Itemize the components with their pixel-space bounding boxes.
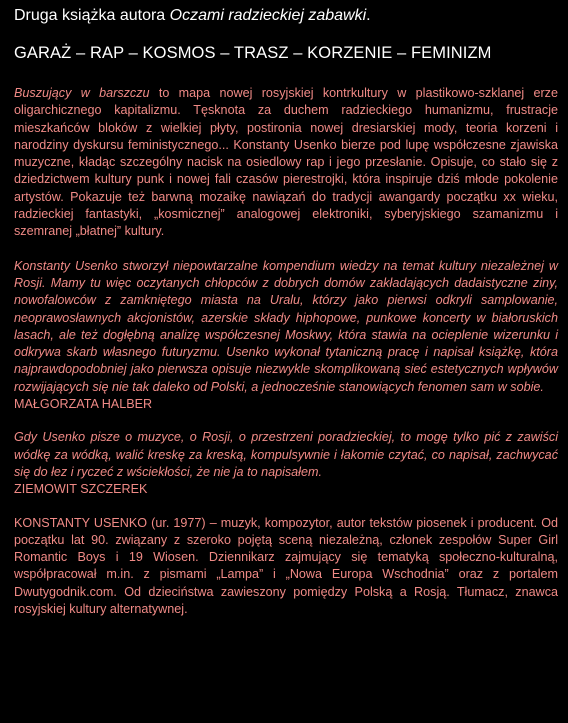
headline bbox=[14, 6, 558, 25]
headline-suffix: . bbox=[366, 7, 371, 24]
blurb-halber-text: Konstanty Usenko stworzył niepowtarzalne kompendium wiedzy na temat kultury niezależnej w Rosji. Mamy tu więc oczytanych chłopców z dobrych domów zakładających dadaistyczne ziny, nowofalowców z zamkniętego miasta na Uralu, którzy jako pierwsi odkryli samplowanie, neoprawosławnych akcjonistów, azerskie składy hiphopowe, punkowe koncerty w białoruskich lasach, ale też dogłębną analizę współczesnej Moskwy, która stawia na ocieplenie wizerunku i odkrywa skarb własnego futuryzmu. Usenko wykonał tytaniczną pracę i napisał książkę, która najprawdopodobniej jako pierwsza opisuje niezwykle skomplikowaną sieć estetycznych wpływów rozwijających się nie tak daleko od Polski, a jednocześnie stanowiących fenomen sam w sobie. bbox=[14, 258, 558, 394]
book-title: Buszujący w barszczu bbox=[14, 86, 150, 100]
topics-line: GARAŻ – RAP – KOSMOS – TRASZ – KORZENIE – FEMINIZM bbox=[14, 44, 492, 62]
blurb-halber-author: MAŁGORZATA HALBER bbox=[14, 397, 153, 412]
description-text: to mapa nowej rosyjskiej kontrkultury w plastikowo-szklanej erze oligarchicznego kapitalizmu. Tęsknota za duchem radzieckiego humanizmu, frustracje mieszkańców bloków z wielkiej płyty, postironia nowej dresiarskiej mody, teoria korzeni i narodziny dyskursu feministycznego... Konstanty Usenko bierze pod lupę współczesne zjawiska muzyczne, kładąc szczególny nacisk na osiedlowy rap i jego przesłanie. Opisuje, co stało się z dziedzictwem kultury punk i nowej fali czasów pierestrojki, która inspiruje dziś młode pokolenie artystów. Pokazuje też barwną mozaikę nawiązań do tradycji awangardy początku xx wieku, radzieckiej fantastyki, „kosmicznej” analogowej elektroniki, syberyjskiego szamanizmu i szemranej „błatnej” kultury. bbox=[14, 86, 558, 239]
blurb-szczerek-author: ZIEMOWIT SZCZEREK bbox=[14, 482, 148, 497]
blurb-szczerek bbox=[14, 429, 558, 498]
headline-prefix: Druga książka autora bbox=[14, 7, 170, 24]
author-bio: KONSTANTY USENKO (ur. 1977) – muzyk, kompozytor, autor tekstów piosenek i producent. Od początku lat 90. związany z szeroko pojętą sceną niezależną, członek zespołów Super Girl Romantic Boys i 19 Wiosen. Dziennikarz zajmujący się tematyką społeczno-kulturalną, współpracował m.in. z pismami „Lampa” i „Nowa Europa Wschodnia” oraz z portalem Dwutygodnik.com. Od dzieciństwa zawieszony pomiędzy Polską a Rosją. Tłumacz, znawca rosyjskiej kultury alternatywnej. bbox=[14, 515, 558, 617]
previous-book-title: Oczami radzieckiej zabawki bbox=[169, 7, 367, 24]
description-paragraph bbox=[14, 85, 558, 241]
blurb-szczerek-text: Gdy Usenko pisze o muzyce, o Rosji, o przestrzeni poradzieckiej, to mogę tylko pić z zawiści wódkę za wódką, walić kreskę za kreską, kompulsywnie i łakomie czytać, co napisał, zachwycać się do łez i ryczeć z wściekłości, że nie ja to napisałem. bbox=[14, 430, 558, 479]
blurb-halber bbox=[14, 258, 558, 414]
back-cover bbox=[14, 0, 558, 618]
